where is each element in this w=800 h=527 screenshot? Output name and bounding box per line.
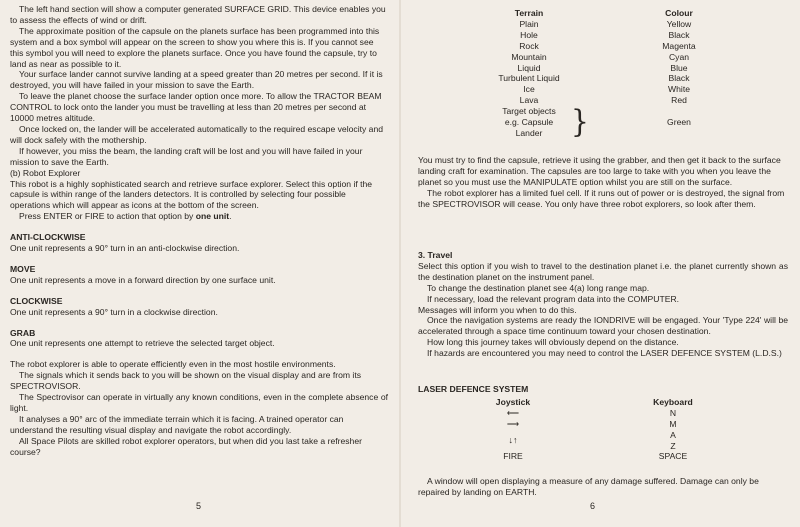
press-text: Press ENTER or FIRE to action that option by (19, 211, 196, 222)
closing-paragraph: All Space Pilots are skilled robot explorer operators, but when did you last take a refresher course? (10, 435, 362, 457)
laser-heading: LASER DEFENCE SYSTEM (418, 384, 529, 394)
travel-paragraph: Once the navigation systems are ready the IONDRIVE will be engaged. Your 'Type 224' will be accelerated through a space time continuum toward your chosen destination. (418, 315, 788, 337)
press-end: . (229, 211, 232, 222)
op-text: One unit represents a 90° turn in a clockwise direction. (10, 306, 218, 317)
closing-section (10, 359, 388, 457)
table-row (459, 52, 759, 63)
capsule-paragraph: The robot explorer has a limited fuel cell. If it runs out of power or is destroyed, the signal from the SPECTROVISOR will cease. You only have three robot explorers, so look after them. (418, 187, 785, 209)
colour-cell: Red (671, 95, 687, 106)
joystick-header: Joystick (495, 396, 531, 407)
table-row (459, 63, 759, 74)
controls-table (418, 397, 788, 462)
terrain-cell: Turbulent Liquid (498, 73, 560, 84)
intro-paragraph: Your surface lander cannot survive landing at a speed greater than 20 metres per second. If it is destroyed, you will have failed in your mission to save the Earth. (10, 69, 383, 91)
table-row (459, 73, 759, 84)
capsule-section (418, 155, 788, 210)
table-row (459, 84, 759, 95)
op-text: One unit represents one attempt to retrieve the selected target object. (10, 338, 275, 349)
colour-cell: White (668, 84, 690, 95)
op-title: GRAB (10, 327, 36, 338)
arrow-up-down-icon (418, 430, 608, 452)
target-objects-row (459, 103, 759, 140)
table-row (459, 95, 759, 106)
capsule-paragraph: You must try to find the capsule, retrieve it using the grabber, and then get it back to the surface landing craft for examination. The capsules are too large to take with you when you leave the planet so you must use the MANIPULATE option whilst you are still on the surface. (418, 155, 781, 187)
op-text: One unit represents a move in a forward direction by one surface unit. (10, 274, 276, 285)
intro-paragraph: Once locked on, the lander will be accelerated automatically to the required escape velocity and will dock safely with the mothership. (10, 123, 384, 145)
intro-paragraph: If however, you miss the beam, the landing craft will be lost and you will have failed in your mission to save the Earth. (10, 145, 363, 167)
table-row (459, 41, 759, 52)
colour-cell: Green (667, 117, 691, 128)
fire-label: FIRE (503, 451, 523, 462)
press-bold: one unit (195, 211, 230, 222)
terrain-cell: Plain (519, 18, 539, 29)
key-label: Z (670, 440, 676, 451)
table-row (459, 30, 759, 41)
terrain-colour-table (459, 8, 759, 139)
op-move (10, 264, 388, 286)
op-title: CLOCKWISE (10, 295, 63, 306)
travel-heading: 3. Travel (418, 250, 453, 260)
target-line: Lander (515, 127, 543, 138)
target-line: e.g. Capsule (504, 117, 554, 128)
op-text: One unit represents a 90° turn in an anti-clockwise direction. (10, 243, 240, 254)
page-number: 6 (590, 501, 596, 511)
target-line: Target objects (502, 106, 556, 117)
closing-paragraph: The signals which it sends back to you will be shown on the visual display and are from its SPECTROVISOR. (10, 370, 362, 392)
page-number: 5 (196, 501, 202, 511)
keyboard-header: Keyboard (653, 396, 693, 407)
terrain-header: Terrain (514, 8, 544, 18)
key-label: A (670, 429, 676, 440)
terrain-cell: Rock (519, 40, 539, 51)
travel-paragraph: Messages will inform you when to do this. (418, 304, 577, 315)
intro-paragraph: The left hand section will show a computer generated SURFACE GRID. This device enables you to assess the effects of wind or drift. (10, 4, 386, 25)
colour-cell: Magenta (662, 40, 696, 51)
arrow-left-icon: ⟵ (506, 407, 520, 418)
colour-cell: Yellow (666, 18, 692, 29)
colour-cell: Black (668, 73, 690, 84)
laser-section (418, 384, 788, 498)
intro-paragraph: To leave the planet choose the surface lander option once more. To allow the TRACTOR BEAM CONTROL to lock onto the lander you must be travelling at less than 20 metres per second at 10000 metres altitude. (10, 91, 382, 124)
arrow-up-icon: ↓↑ (508, 434, 518, 445)
travel-paragraph: To change the destination planet see 4(a) long range map. (427, 282, 650, 293)
keyboard-column (608, 397, 738, 462)
press-instruction (10, 211, 388, 222)
op-grab (10, 328, 388, 350)
intro-paragraph: The approximate position of the capsule on the planets surface has been programmed into this system and a box symbol will appear on the screen to show you where this is. If you cannot see this symbol you will need to explore the planets surface. Once you have found the capsule, try to land as near as possible to it. (10, 25, 380, 69)
travel-section (418, 250, 788, 359)
robot-paragraph: This robot is a highly sophisticated search and retrieve surface explorer. Select this option if the capsule is within range of the landers detectors. It is controlled by selecting four possible operations which will appear as icons at the bottom of the screen. (10, 178, 373, 211)
terrain-cell: Hole (520, 29, 538, 40)
travel-paragraph: If necessary, load the relevant program data into the COMPUTER. (427, 293, 680, 304)
table-row (459, 19, 759, 30)
travel-paragraph: Select this option if you wish to travel to the destination planet i.e. the planet currently shown as the destination planet on the instrument panel. (418, 260, 788, 282)
closing-paragraph: The robot explorer is able to operate efficiently even in the most hostile environments. (10, 359, 336, 370)
travel-paragraph: If hazards are encountered you may need to control the LASER DEFENCE SYSTEM (L.D.S.) (427, 348, 782, 359)
table-header-row (459, 8, 759, 19)
colour-cell: Cyan (668, 51, 690, 62)
key-label: M (669, 418, 677, 429)
arrow-right-icon: ⟶ (506, 418, 520, 429)
op-title: ANTI-CLOCKWISE (10, 232, 86, 243)
window-paragraph: A window will open displaying a measure of any damage suffered. Damage can only be repaired by landing on EARTH. (418, 476, 759, 498)
terrain-cell: Mountain (511, 51, 547, 62)
colour-cell: Black (668, 29, 690, 40)
op-clockwise (10, 296, 388, 318)
op-title: MOVE (10, 263, 36, 274)
key-label: SPACE (658, 451, 688, 462)
colour-header: Colour (665, 8, 693, 18)
terrain-cell: Ice (523, 84, 535, 95)
joystick-column (418, 397, 608, 462)
travel-paragraph: How long this journey takes will obviously depend on the distance. (427, 337, 679, 348)
op-anticlockwise (10, 232, 388, 254)
brace-icon: } (571, 103, 589, 140)
closing-paragraph: The Spectrovisor can operate in virtually any known conditions, even in the complete absence of light. (10, 392, 388, 413)
terrain-cell: Liquid (517, 62, 541, 73)
colour-cell: Blue (670, 62, 688, 73)
robot-heading: (b) Robot Explorer (10, 167, 81, 178)
closing-paragraph: It analyses a 90° arc of the immediate terrain which it is facing. A trained operator can understand the resulting visual display and navigate the robot accordingly. (10, 413, 344, 435)
key-label: N (669, 407, 677, 418)
right-page (400, 0, 800, 527)
terrain-cell: Lava (519, 95, 539, 106)
